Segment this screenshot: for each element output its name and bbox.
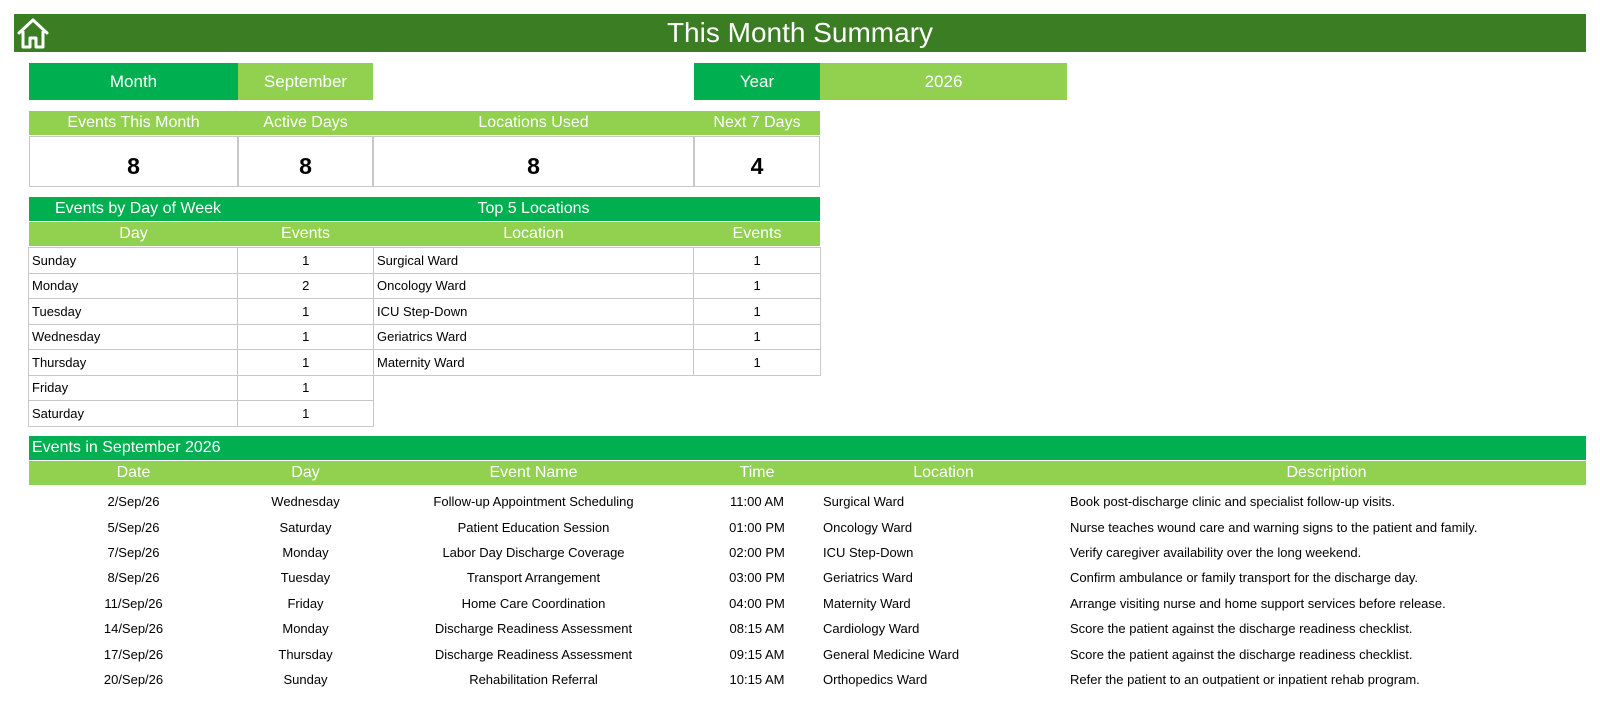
year-select[interactable]: 2026 [820, 63, 1067, 100]
event-time: 08:15 AM [729, 621, 785, 637]
year-label: Year [694, 63, 820, 100]
event-date: 8/Sep/26 [107, 570, 160, 586]
event-name: Home Care Coordination [461, 595, 606, 611]
table-row [374, 273, 821, 299]
dow-count: 1 [238, 350, 374, 376]
event-name: Rehabilitation Referral [469, 671, 598, 687]
table-row [29, 248, 374, 274]
event-day: Tuesday [280, 570, 331, 586]
event-location: Surgical Ward [823, 494, 905, 510]
event-name: Discharge Readiness Assessment [434, 646, 633, 662]
top-locations-title: Top 5 Locations [373, 197, 820, 221]
event-location: Orthopedics Ward [823, 671, 928, 687]
table-row [29, 616, 1586, 641]
table-row [29, 591, 1586, 616]
loc-header-location: Location [373, 222, 694, 246]
day-of-week-table [28, 247, 374, 427]
kpi-label-events-this-month: Events This Month [29, 111, 238, 135]
event-description: Score the patient against the discharge readiness checklist. [1070, 646, 1413, 662]
event-description: Score the patient against the discharge readiness checklist. [1070, 621, 1413, 637]
event-day: Sunday [283, 671, 328, 687]
event-day: Friday [287, 595, 324, 611]
table-row [29, 514, 1586, 539]
event-time: 03:00 PM [729, 570, 785, 586]
event-description: Refer the patient to an outpatient or inpatient rehab program. [1070, 671, 1420, 687]
events-header-time: Time [694, 461, 820, 485]
event-time: 10:15 AM [729, 671, 785, 687]
loc-count: 1 [694, 273, 821, 299]
table-row [29, 667, 1586, 692]
kpi-label-active-days: Active Days [238, 111, 373, 135]
table-row [29, 350, 374, 376]
table-row [29, 324, 374, 350]
event-location: Cardiology Ward [823, 621, 920, 637]
loc-count: 1 [694, 299, 821, 325]
event-location: Maternity Ward [823, 595, 911, 611]
events-header-event-name: Event Name [373, 461, 694, 485]
kpi-label-locations-used: Locations Used [373, 111, 694, 135]
kpi-value-events-this-month: 8 [29, 136, 238, 187]
event-location: Oncology Ward [823, 519, 913, 535]
loc-count: 1 [694, 350, 821, 376]
month-label: Month [29, 63, 238, 100]
event-location: ICU Step-Down [823, 544, 914, 560]
event-time: 09:15 AM [729, 646, 785, 662]
event-name: Labor Day Discharge Coverage [442, 544, 625, 560]
dow-header-events: Events [238, 222, 373, 246]
dow-count: 1 [238, 299, 374, 325]
event-name: Follow-up Appointment Scheduling [433, 494, 634, 510]
dow-day: Monday [29, 273, 238, 299]
loc-name: ICU Step-Down [374, 299, 694, 325]
table-row [374, 324, 821, 350]
events-table [29, 489, 1586, 692]
day-of-week-title: Events by Day of Week [29, 197, 373, 221]
kpi-label-next-7-days: Next 7 Days [694, 111, 820, 135]
loc-name: Maternity Ward [374, 350, 694, 376]
event-name: Patient Education Session [457, 519, 610, 535]
dow-day: Sunday [29, 248, 238, 274]
event-date: 20/Sep/26 [103, 671, 164, 687]
table-row [374, 299, 821, 325]
event-day: Saturday [279, 519, 332, 535]
dow-count: 1 [238, 375, 374, 401]
event-name: Discharge Readiness Assessment [434, 621, 633, 637]
dow-day: Thursday [29, 350, 238, 376]
event-day: Monday [282, 621, 329, 637]
event-day: Thursday [278, 646, 333, 662]
event-day: Wednesday [271, 494, 340, 510]
events-title: Events in September 2026 [29, 436, 1586, 460]
dow-day: Saturday [29, 401, 238, 427]
event-name: Transport Arrangement [466, 570, 601, 586]
event-date: 11/Sep/26 [104, 595, 163, 611]
table-row [29, 273, 374, 299]
table-row [374, 350, 821, 376]
table-row [374, 248, 821, 274]
table-row [29, 540, 1586, 565]
event-day: Monday [282, 544, 329, 560]
events-header-location: Location [820, 461, 1067, 485]
event-date: 17/Sep/26 [103, 646, 164, 662]
dow-count: 1 [238, 401, 374, 427]
event-date: 14/Sep/26 [103, 621, 164, 637]
event-date: 7/Sep/26 [107, 544, 160, 560]
kpi-value-active-days: 8 [238, 136, 373, 187]
dow-count: 1 [238, 324, 374, 350]
dow-header-day: Day [29, 222, 238, 246]
kpi-value-next-7-days: 4 [694, 136, 820, 187]
table-row [29, 565, 1586, 590]
event-description: Arrange visiting nurse and home support services before release. [1070, 595, 1446, 611]
event-time: 04:00 PM [729, 595, 785, 611]
loc-count: 1 [694, 248, 821, 274]
events-header-description: Description [1067, 461, 1586, 485]
dow-day: Friday [29, 375, 238, 401]
event-description: Verify caregiver availability over the long weekend. [1070, 544, 1362, 560]
dow-day: Tuesday [29, 299, 238, 325]
table-row [29, 641, 1586, 666]
event-location: General Medicine Ward [823, 646, 960, 662]
loc-name: Oncology Ward [374, 273, 694, 299]
top-locations-table [373, 247, 821, 376]
loc-name: Surgical Ward [374, 248, 694, 274]
event-date: 2/Sep/26 [107, 494, 160, 510]
events-header-date: Date [29, 461, 238, 485]
dow-day: Wednesday [29, 324, 238, 350]
table-row [29, 299, 374, 325]
events-header-day: Day [238, 461, 373, 485]
event-location: Geriatrics Ward [823, 570, 913, 586]
loc-name: Geriatrics Ward [374, 324, 694, 350]
month-select[interactable]: September [238, 63, 373, 100]
event-description: Book post-discharge clinic and specialist follow-up visits. [1070, 494, 1396, 510]
event-description: Nurse teaches wound care and warning signs to the patient and family. [1070, 519, 1478, 535]
page-title: This Month Summary [666, 17, 934, 48]
event-time: 02:00 PM [729, 544, 785, 560]
event-date: 5/Sep/26 [107, 519, 160, 535]
event-description: Confirm ambulance or family transport for the discharge day. [1070, 570, 1419, 586]
dow-count: 2 [238, 273, 374, 299]
table-row [29, 489, 1586, 514]
dow-count: 1 [238, 248, 374, 274]
kpi-value-locations-used: 8 [373, 136, 694, 187]
loc-header-events: Events [694, 222, 820, 246]
table-row [29, 375, 374, 401]
loc-count: 1 [694, 324, 821, 350]
table-row [29, 401, 374, 427]
title-banner [14, 14, 1586, 52]
event-time: 01:00 PM [729, 519, 785, 535]
event-time: 11:00 AM [730, 494, 784, 510]
